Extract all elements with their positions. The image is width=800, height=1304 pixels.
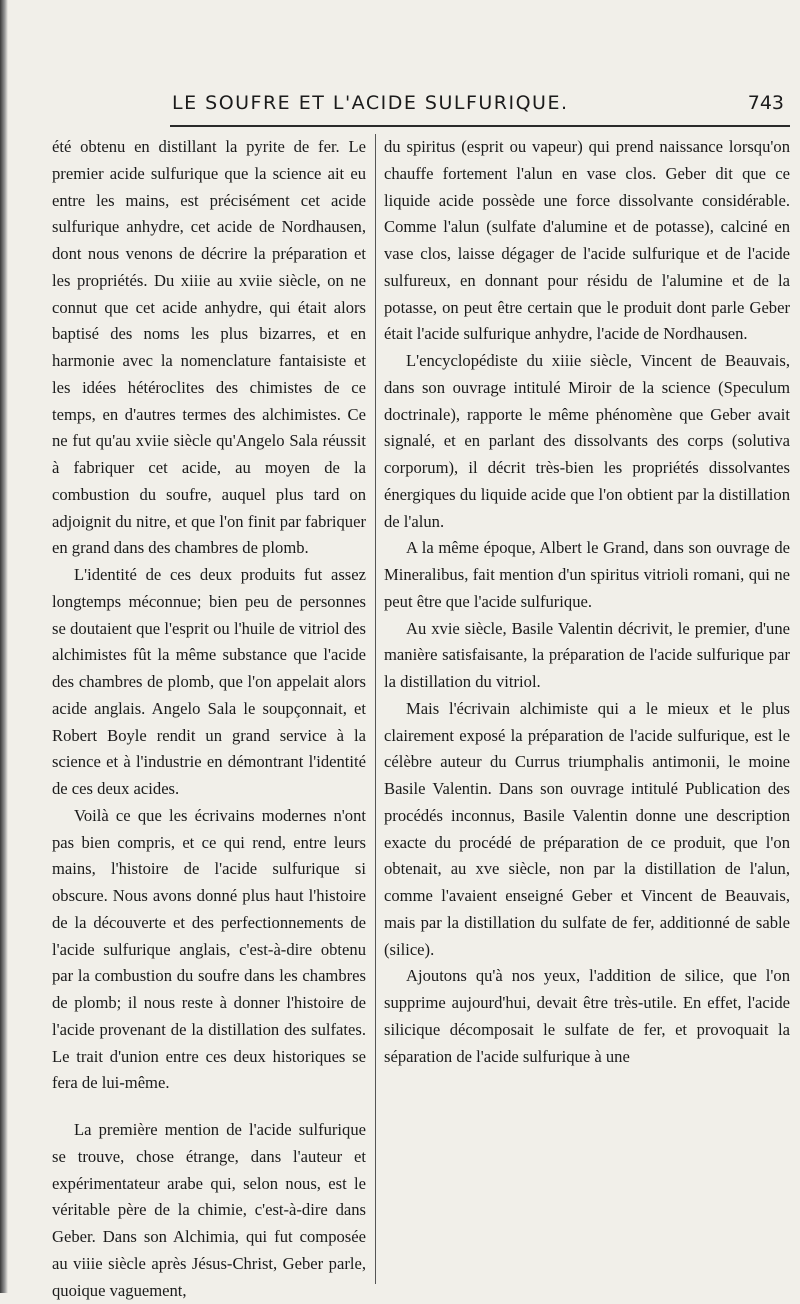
paragraph: Voilà ce que les écrivains modernes n'ont pas bien compris, et ce qui rend, entre leurs mains, l'histoire de l'acide sulfurique si obscure. Nous avons donné plus haut l'histoire de la découverte et des perfectionnements de l'acide sulfurique anglais, c'est-à-dire obtenu par la combustion du soufre dans les chambres de plomb; il nous reste à donner l'histoire de l'acide provenant de la distillation des sulfates. Le trait d'union entre ces deux historiques se fera de lui-même.	[52, 805, 366, 1093]
paragraph: Mais l'écrivain alchimiste qui a le mieux et le plus clairement exposé la préparation de l'acide sulfurique, est le célèbre auteur du Currus triumphalis antimonii, le moine Basile Valentin. Dans son ouvrage intitulé Publication des procédés inconnus, Basile Valentin donne une description exacte du procédé de préparation de ce produit, que l'on obtenait, au xve siècle, non par la distillation de l'alun, comme l'avaient enseigné Geber et Vincent de Beauvais, mais par la distillation du sulfate de fer, additionné de sable (silice).	[384, 698, 790, 959]
paragraph: été obtenu en distillant la pyrite de fer. Le premier acide sulfurique que la science ait eu entre les mains, est précisément cet acide sulfurique anhydre, cet acide de Nordhausen, dont nous venons de décrire la préparation et les propriétés. Du xiiie au xviie siècle, on ne connut que cet acide anhydre, qui était alors baptisé des noms les plus bizarres, et en harmonie avec la nomenclature fantaisiste et les idées hétéroclites des chimistes de ce temps, en d'autres termes des alchimistes. Ce ne fut qu'au xviie siècle qu'Angelo Sala réussit à fabriquer cet acide, au moyen de la combustion du soufre, auquel plus tard on adjoignit du nitre, et que l'on finit par fabriquer en grand dans des chambres de plomb.	[52, 137, 366, 558]
left-column	[52, 134, 366, 1304]
right-column	[384, 134, 790, 1070]
running-title: LE SOUFRE ET L'ACIDE SULFURIQUE.	[172, 92, 569, 114]
paragraph: Ajoutons qu'à nos yeux, l'addition de silice, que l'on supprime aujourd'hui, devait être très-utile. En effet, l'acide silicique décomposait le sulfate de fer, et provoquait la séparation de l'acide sulfurique à une	[384, 966, 790, 1066]
paragraph: Au xvie siècle, Basile Valentin décrivit, le premier, d'une manière satisfaisante, la préparation de l'acide sulfurique par la distillation du vitriol.	[384, 618, 790, 691]
paragraph: A la même époque, Albert le Grand, dans son ouvrage de Mineralibus, fait mention d'un spiritus vitrioli romani, qui ne peut être que l'acide sulfurique.	[384, 538, 790, 611]
paragraph: La première mention de l'acide sulfurique se trouve, chose étrange, dans l'auteur et expérimentateur arabe qui, selon nous, est le véritable père de la chimie, c'est-à-dire dans Geber. Dans son Alchimia, qui fut composée au viiie siècle après Jésus-Christ, Geber parle, quoique vaguement,	[52, 1120, 366, 1300]
running-header	[172, 92, 792, 122]
page-number: 743	[747, 92, 784, 114]
page-binding-edge	[0, 0, 8, 1293]
column-divider	[375, 134, 376, 1284]
paragraph: L'encyclopédiste du xiiie siècle, Vincent de Beauvais, dans son ouvrage intitulé Miroir de la science (Speculum doctrinale), rapporte le même phénomène que Geber avait signalé, et en parlant des dissolvants des corps (solutiva corporum), il décrit très-bien les propriétés dissolvantes énergiques du liquide acide que l'on obtient par la distillation de l'alun.	[384, 351, 790, 531]
paragraph: du spiritus (esprit ou vapeur) qui prend naissance lorsqu'on chauffe fortement l'alun en vase clos. Geber dit que ce liquide acide possède une force dissolvante considérable. Comme l'alun (sulfate d'alumine et de potasse), calciné en vase clos, laisse dégager de l'acide sulfurique et de l'acide sulfureux, en donnant pour résidu de l'alumine et de la potasse, on peut être certain que le produit dont parle Geber était l'acide sulfurique anhydre, l'acide de Nordhausen.	[384, 137, 790, 344]
header-rule	[170, 125, 790, 127]
paragraph: L'identité de ces deux produits fut assez longtemps méconnue; bien peu de personnes se doutaient que l'esprit ou l'huile de vitriol des alchimistes fût la même substance que l'acide des chambres de plomb, que l'on appelait alors acide anglais. Angelo Sala le soupçonnait, et Robert Boyle rendit un grand service à la science et à l'industrie en démontrant l'identité de ces deux acides.	[52, 565, 366, 798]
